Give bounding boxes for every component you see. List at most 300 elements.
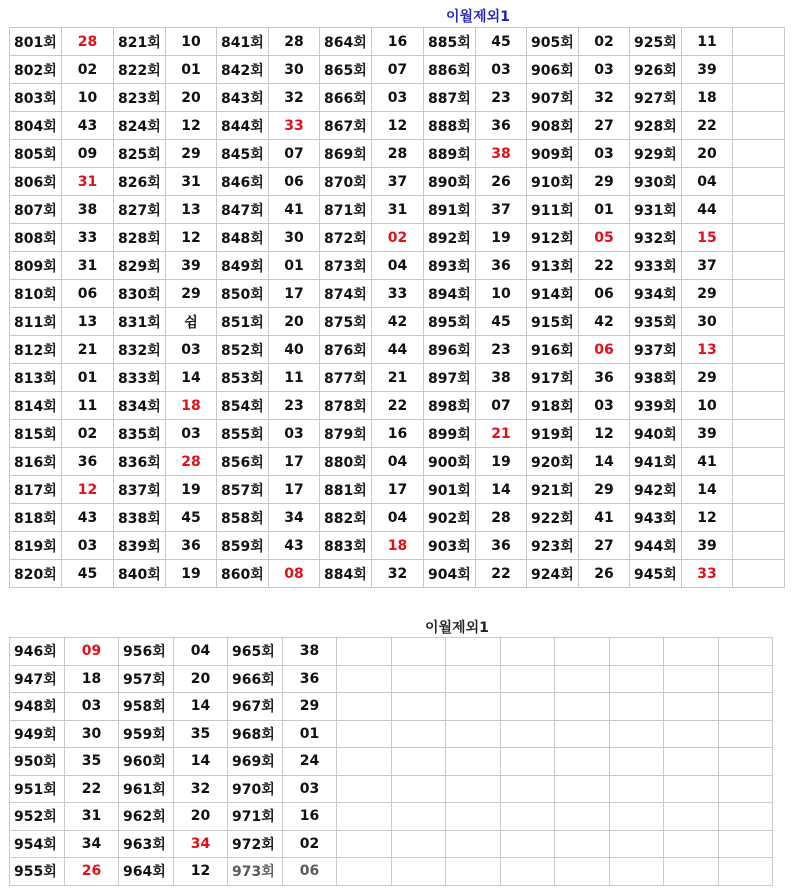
empty-cell xyxy=(337,830,392,858)
round-label: 833회 xyxy=(114,364,166,392)
round-label: 831회 xyxy=(114,308,166,336)
round-label: 839회 xyxy=(114,532,166,560)
round-label: 844회 xyxy=(217,112,269,140)
number-cell: 41 xyxy=(269,196,320,224)
round-label: 959회 xyxy=(119,720,174,748)
empty-cell xyxy=(719,775,773,803)
empty-cell xyxy=(337,665,392,693)
number-cell: 11 xyxy=(682,28,733,56)
table-row xyxy=(10,140,785,168)
round-label: 944회 xyxy=(630,532,682,560)
number-cell: 34 xyxy=(269,504,320,532)
number-cell: 35 xyxy=(174,720,228,748)
round-label: 894회 xyxy=(424,280,476,308)
empty-cell xyxy=(501,803,555,831)
number-cell: 19 xyxy=(476,224,527,252)
number-cell: 03 xyxy=(579,56,630,84)
round-label: 884회 xyxy=(320,560,372,588)
number-cell: 23 xyxy=(476,336,527,364)
number-cell: 38 xyxy=(283,638,337,666)
round-label: 891회 xyxy=(424,196,476,224)
round-label: 850회 xyxy=(217,280,269,308)
number-cell: 24 xyxy=(283,748,337,776)
empty-cell xyxy=(610,720,664,748)
table-row xyxy=(10,196,785,224)
number-cell: 13 xyxy=(62,308,114,336)
empty-cell xyxy=(337,693,392,721)
number-cell: 26 xyxy=(579,560,630,588)
table-row xyxy=(10,112,785,140)
round-label: 820회 xyxy=(10,560,62,588)
number-cell: 31 xyxy=(65,803,119,831)
round-label: 886회 xyxy=(424,56,476,84)
number-cell: 02 xyxy=(372,224,424,252)
round-label: 821회 xyxy=(114,28,166,56)
number-cell: 30 xyxy=(682,308,733,336)
empty-cell xyxy=(446,693,501,721)
round-label: 856회 xyxy=(217,448,269,476)
number-cell: 32 xyxy=(579,84,630,112)
empty-cell xyxy=(337,638,392,666)
round-label: 882회 xyxy=(320,504,372,532)
table-row xyxy=(10,803,773,831)
empty-cell xyxy=(733,532,785,560)
number-cell: 12 xyxy=(62,476,114,504)
number-cell: 36 xyxy=(62,448,114,476)
round-label: 827회 xyxy=(114,196,166,224)
empty-cell xyxy=(392,720,446,748)
number-cell: 29 xyxy=(166,140,217,168)
round-label: 964회 xyxy=(119,858,174,886)
round-label: 952회 xyxy=(10,803,65,831)
empty-cell xyxy=(392,693,446,721)
number-cell: 10 xyxy=(166,28,217,56)
empty-cell xyxy=(555,803,610,831)
table-row xyxy=(10,532,785,560)
round-label: 825회 xyxy=(114,140,166,168)
number-cell: 39 xyxy=(682,56,733,84)
table-row xyxy=(10,336,785,364)
round-label: 817회 xyxy=(10,476,62,504)
round-label: 932회 xyxy=(630,224,682,252)
round-label: 914회 xyxy=(527,280,579,308)
round-label: 927회 xyxy=(630,84,682,112)
round-label: 822회 xyxy=(114,56,166,84)
empty-cell xyxy=(733,140,785,168)
round-label: 901회 xyxy=(424,476,476,504)
round-label: 928회 xyxy=(630,112,682,140)
number-cell: 06 xyxy=(269,168,320,196)
number-cell: 12 xyxy=(166,224,217,252)
round-label: 819회 xyxy=(10,532,62,560)
number-cell: 26 xyxy=(476,168,527,196)
round-label: 811회 xyxy=(10,308,62,336)
number-cell: 29 xyxy=(166,280,217,308)
round-label: 918회 xyxy=(527,392,579,420)
number-cell: 36 xyxy=(476,252,527,280)
number-cell: 07 xyxy=(476,392,527,420)
table-row xyxy=(10,830,773,858)
empty-cell xyxy=(719,693,773,721)
empty-cell xyxy=(501,830,555,858)
number-cell: 38 xyxy=(62,196,114,224)
number-cell: 03 xyxy=(166,336,217,364)
round-label: 935회 xyxy=(630,308,682,336)
round-label: 880회 xyxy=(320,448,372,476)
round-label: 858회 xyxy=(217,504,269,532)
round-label: 954회 xyxy=(10,830,65,858)
number-cell: 14 xyxy=(579,448,630,476)
number-cell: 21 xyxy=(62,336,114,364)
empty-cell xyxy=(733,168,785,196)
round-label: 889회 xyxy=(424,140,476,168)
empty-cell xyxy=(392,830,446,858)
number-cell: 18 xyxy=(166,392,217,420)
number-cell: 16 xyxy=(372,420,424,448)
empty-cell xyxy=(501,775,555,803)
round-label: 874회 xyxy=(320,280,372,308)
round-label: 897회 xyxy=(424,364,476,392)
round-label: 923회 xyxy=(527,532,579,560)
round-label: 960회 xyxy=(119,748,174,776)
number-cell: 12 xyxy=(682,504,733,532)
empty-cell xyxy=(719,858,773,886)
number-cell: 01 xyxy=(62,364,114,392)
table-row xyxy=(10,504,785,532)
number-cell: 37 xyxy=(476,196,527,224)
round-label: 939회 xyxy=(630,392,682,420)
empty-cell xyxy=(719,803,773,831)
round-label: 908회 xyxy=(527,112,579,140)
number-cell: 44 xyxy=(682,196,733,224)
table-row xyxy=(10,420,785,448)
number-cell: 11 xyxy=(62,392,114,420)
empty-cell xyxy=(610,638,664,666)
number-cell: 03 xyxy=(62,532,114,560)
table-row xyxy=(10,56,785,84)
table-row xyxy=(10,364,785,392)
empty-cell xyxy=(392,748,446,776)
number-cell: 31 xyxy=(62,252,114,280)
number-cell: 09 xyxy=(65,638,119,666)
number-cell: 13 xyxy=(682,336,733,364)
round-label: 852회 xyxy=(217,336,269,364)
empty-cell xyxy=(446,830,501,858)
table-row xyxy=(10,308,785,336)
round-label: 838회 xyxy=(114,504,166,532)
empty-cell xyxy=(392,638,446,666)
round-label: 905회 xyxy=(527,28,579,56)
round-label: 957회 xyxy=(119,665,174,693)
round-label: 812회 xyxy=(10,336,62,364)
number-cell: 42 xyxy=(372,308,424,336)
table2-title: 이월제외1 xyxy=(425,620,489,636)
round-label: 955회 xyxy=(10,858,65,886)
round-label: 881회 xyxy=(320,476,372,504)
number-cell: 03 xyxy=(372,84,424,112)
empty-cell xyxy=(501,665,555,693)
number-cell: 28 xyxy=(62,28,114,56)
number-cell: 21 xyxy=(476,420,527,448)
round-label: 946회 xyxy=(10,638,65,666)
empty-cell xyxy=(555,693,610,721)
round-label: 893회 xyxy=(424,252,476,280)
round-label: 902회 xyxy=(424,504,476,532)
number-cell: 쉼 xyxy=(166,308,217,336)
round-label: 845회 xyxy=(217,140,269,168)
number-cell: 06 xyxy=(283,858,337,886)
empty-cell xyxy=(733,196,785,224)
number-cell: 02 xyxy=(62,420,114,448)
round-label: 823회 xyxy=(114,84,166,112)
number-cell: 39 xyxy=(682,420,733,448)
round-label: 854회 xyxy=(217,392,269,420)
empty-cell xyxy=(733,420,785,448)
round-label: 919회 xyxy=(527,420,579,448)
number-cell: 36 xyxy=(579,364,630,392)
number-cell: 18 xyxy=(372,532,424,560)
round-label: 835회 xyxy=(114,420,166,448)
round-label: 849회 xyxy=(217,252,269,280)
number-cell: 12 xyxy=(372,112,424,140)
round-label: 860회 xyxy=(217,560,269,588)
number-cell: 17 xyxy=(269,280,320,308)
round-label: 887회 xyxy=(424,84,476,112)
empty-cell xyxy=(555,638,610,666)
number-cell: 04 xyxy=(682,168,733,196)
empty-cell xyxy=(501,720,555,748)
empty-cell xyxy=(733,364,785,392)
number-cell: 41 xyxy=(579,504,630,532)
empty-cell xyxy=(501,748,555,776)
number-cell: 33 xyxy=(62,224,114,252)
empty-cell xyxy=(392,803,446,831)
results-table-1 xyxy=(9,27,785,588)
number-cell: 17 xyxy=(269,448,320,476)
table-row xyxy=(10,280,785,308)
number-cell: 34 xyxy=(174,830,228,858)
round-label: 837회 xyxy=(114,476,166,504)
number-cell: 10 xyxy=(476,280,527,308)
table-row xyxy=(10,476,785,504)
number-cell: 12 xyxy=(174,858,228,886)
number-cell: 12 xyxy=(166,112,217,140)
empty-cell xyxy=(337,775,392,803)
empty-cell xyxy=(392,858,446,886)
empty-cell xyxy=(733,224,785,252)
round-label: 826회 xyxy=(114,168,166,196)
number-cell: 28 xyxy=(269,28,320,56)
number-cell: 26 xyxy=(65,858,119,886)
round-label: 934회 xyxy=(630,280,682,308)
number-cell: 33 xyxy=(682,560,733,588)
table-row xyxy=(10,168,785,196)
number-cell: 37 xyxy=(682,252,733,280)
round-label: 842회 xyxy=(217,56,269,84)
round-label: 943회 xyxy=(630,504,682,532)
round-label: 888회 xyxy=(424,112,476,140)
number-cell: 17 xyxy=(372,476,424,504)
empty-cell xyxy=(664,858,719,886)
round-label: 912회 xyxy=(527,224,579,252)
round-label: 885회 xyxy=(424,28,476,56)
round-label: 843회 xyxy=(217,84,269,112)
number-cell: 01 xyxy=(269,252,320,280)
number-cell: 45 xyxy=(62,560,114,588)
round-label: 906회 xyxy=(527,56,579,84)
number-cell: 18 xyxy=(682,84,733,112)
number-cell: 01 xyxy=(283,720,337,748)
empty-cell xyxy=(555,665,610,693)
table-row xyxy=(10,392,785,420)
empty-cell xyxy=(733,112,785,140)
round-label: 922회 xyxy=(527,504,579,532)
table-row xyxy=(10,858,773,886)
round-label: 869회 xyxy=(320,140,372,168)
round-label: 853회 xyxy=(217,364,269,392)
empty-cell xyxy=(501,693,555,721)
table-row xyxy=(10,720,773,748)
round-label: 848회 xyxy=(217,224,269,252)
number-cell: 03 xyxy=(476,56,527,84)
empty-cell xyxy=(610,748,664,776)
empty-cell xyxy=(664,830,719,858)
round-label: 965회 xyxy=(228,638,283,666)
round-label: 971회 xyxy=(228,803,283,831)
round-label: 961회 xyxy=(119,775,174,803)
empty-cell xyxy=(610,858,664,886)
round-label: 871회 xyxy=(320,196,372,224)
number-cell: 14 xyxy=(174,693,228,721)
round-label: 883회 xyxy=(320,532,372,560)
round-label: 873회 xyxy=(320,252,372,280)
round-label: 872회 xyxy=(320,224,372,252)
number-cell: 20 xyxy=(682,140,733,168)
empty-cell xyxy=(719,638,773,666)
round-label: 878회 xyxy=(320,392,372,420)
number-cell: 10 xyxy=(62,84,114,112)
round-label: 806회 xyxy=(10,168,62,196)
number-cell: 12 xyxy=(579,420,630,448)
empty-cell xyxy=(446,665,501,693)
number-cell: 03 xyxy=(579,140,630,168)
table-row xyxy=(10,775,773,803)
table1-title: 이월제외1 xyxy=(446,9,510,25)
number-cell: 02 xyxy=(62,56,114,84)
empty-cell xyxy=(719,720,773,748)
number-cell: 30 xyxy=(269,224,320,252)
round-label: 828회 xyxy=(114,224,166,252)
empty-cell xyxy=(733,448,785,476)
table-row xyxy=(10,448,785,476)
round-label: 958회 xyxy=(119,693,174,721)
number-cell: 19 xyxy=(476,448,527,476)
results-table-2 xyxy=(9,637,773,886)
round-label: 940회 xyxy=(630,420,682,448)
empty-cell xyxy=(555,830,610,858)
round-label: 899회 xyxy=(424,420,476,448)
round-label: 937회 xyxy=(630,336,682,364)
number-cell: 18 xyxy=(65,665,119,693)
number-cell: 05 xyxy=(579,224,630,252)
number-cell: 36 xyxy=(166,532,217,560)
empty-cell xyxy=(719,830,773,858)
round-label: 917회 xyxy=(527,364,579,392)
number-cell: 19 xyxy=(166,560,217,588)
round-label: 942회 xyxy=(630,476,682,504)
round-label: 926회 xyxy=(630,56,682,84)
round-label: 841회 xyxy=(217,28,269,56)
round-label: 967회 xyxy=(228,693,283,721)
round-label: 855회 xyxy=(217,420,269,448)
number-cell: 39 xyxy=(682,532,733,560)
empty-cell xyxy=(446,748,501,776)
round-label: 867회 xyxy=(320,112,372,140)
number-cell: 42 xyxy=(579,308,630,336)
number-cell: 31 xyxy=(166,168,217,196)
number-cell: 29 xyxy=(579,476,630,504)
number-cell: 29 xyxy=(283,693,337,721)
round-label: 941회 xyxy=(630,448,682,476)
number-cell: 43 xyxy=(62,112,114,140)
round-label: 921회 xyxy=(527,476,579,504)
number-cell: 16 xyxy=(283,803,337,831)
number-cell: 03 xyxy=(283,775,337,803)
empty-cell xyxy=(446,775,501,803)
empty-cell xyxy=(664,665,719,693)
number-cell: 07 xyxy=(372,56,424,84)
number-cell: 35 xyxy=(65,748,119,776)
number-cell: 33 xyxy=(372,280,424,308)
number-cell: 06 xyxy=(62,280,114,308)
table-row xyxy=(10,560,785,588)
empty-cell xyxy=(446,803,501,831)
number-cell: 29 xyxy=(682,364,733,392)
table-row xyxy=(10,693,773,721)
empty-cell xyxy=(733,84,785,112)
round-label: 875회 xyxy=(320,308,372,336)
round-label: 865회 xyxy=(320,56,372,84)
round-label: 877회 xyxy=(320,364,372,392)
round-label: 924회 xyxy=(527,560,579,588)
round-label: 913회 xyxy=(527,252,579,280)
empty-cell xyxy=(733,504,785,532)
number-cell: 44 xyxy=(372,336,424,364)
number-cell: 01 xyxy=(166,56,217,84)
empty-cell xyxy=(446,638,501,666)
round-label: 929회 xyxy=(630,140,682,168)
number-cell: 31 xyxy=(372,196,424,224)
empty-cell xyxy=(664,748,719,776)
number-cell: 22 xyxy=(579,252,630,280)
empty-cell xyxy=(337,803,392,831)
round-label: 804회 xyxy=(10,112,62,140)
number-cell: 10 xyxy=(682,392,733,420)
number-cell: 11 xyxy=(269,364,320,392)
round-label: 915회 xyxy=(527,308,579,336)
number-cell: 09 xyxy=(62,140,114,168)
round-label: 947회 xyxy=(10,665,65,693)
round-label: 810회 xyxy=(10,280,62,308)
number-cell: 22 xyxy=(372,392,424,420)
round-label: 900회 xyxy=(424,448,476,476)
number-cell: 04 xyxy=(372,448,424,476)
empty-cell xyxy=(610,830,664,858)
number-cell: 28 xyxy=(166,448,217,476)
round-label: 903회 xyxy=(424,532,476,560)
empty-cell xyxy=(555,858,610,886)
number-cell: 02 xyxy=(579,28,630,56)
